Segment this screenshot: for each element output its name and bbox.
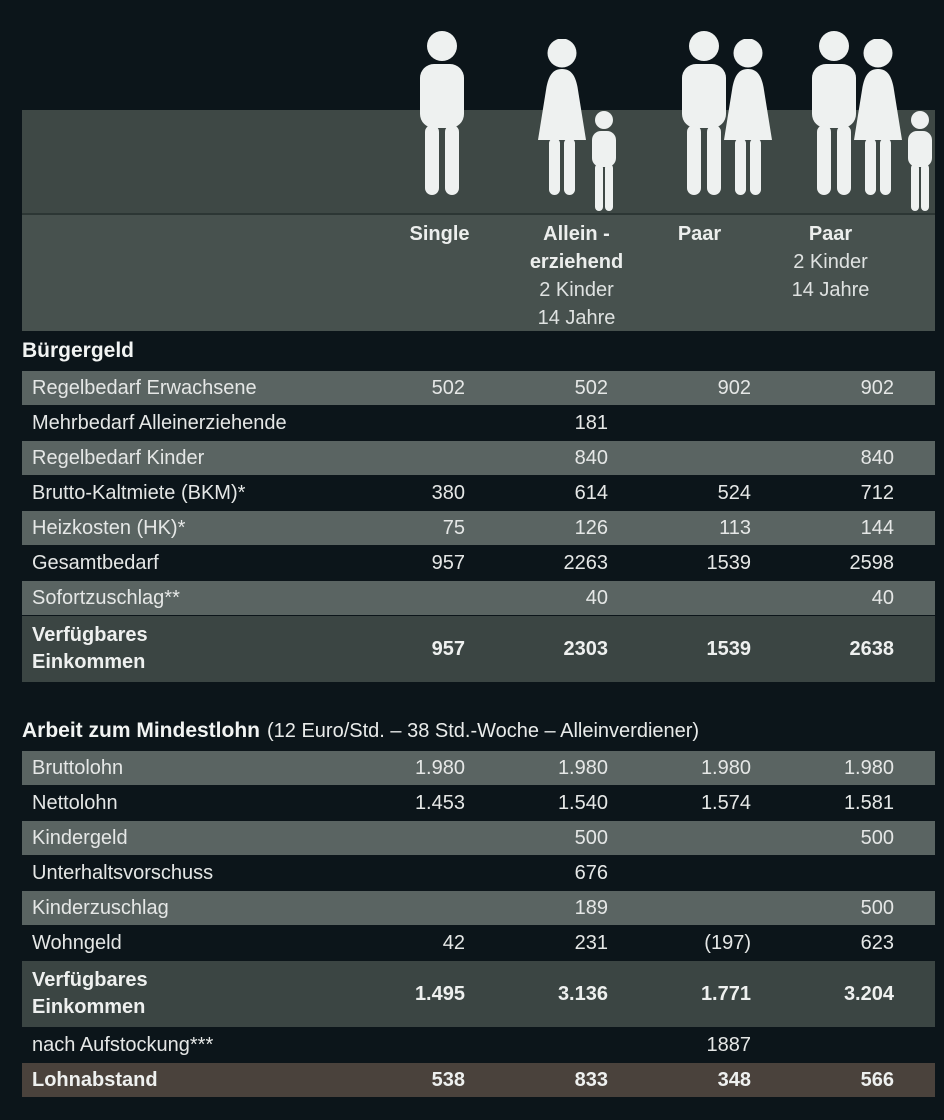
woman-silhouette [719,39,777,195]
value-cell: 500 [860,896,894,919]
value-cell: 1539 [706,637,751,660]
value-cell: 1.980 [557,756,608,779]
value-cell: 1.980 [843,756,894,779]
column-subline: 2 Kinder [539,279,614,301]
table-row [22,441,935,475]
value-cell: 113 [719,516,751,539]
comparison-table [22,110,935,1098]
value-cell: 1.980 [700,756,751,779]
section-title-text: Bürgergeld [22,339,135,362]
column-name: Allein - [543,223,610,245]
value-cell: 1.495 [414,982,465,1005]
value-cell: 2598 [849,551,894,574]
row-label: Bruttolohn [32,756,124,779]
value-cell: 1.771 [700,982,751,1005]
single-person-icon [370,31,513,195]
child-silhouette [903,111,937,211]
value-cell: 524 [717,481,751,504]
woman-silhouette [849,39,907,195]
section [22,711,935,1097]
row-label: Unterhaltsvorschuss [32,861,214,884]
value-cell: 712 [860,481,894,504]
value-cell: 2303 [563,637,608,660]
value-cell: 231 [574,931,608,954]
value-cell: (197) [704,931,751,954]
couple-with-child-icon [799,31,942,195]
value-cell: 380 [431,481,465,504]
value-cell: 189 [574,896,608,919]
table-row [22,546,935,580]
table-row [22,786,935,820]
value-cell: 902 [860,376,894,399]
column-subline: 2 Kinder [793,251,868,273]
column-name: erziehend [529,251,624,273]
row-label: Lohnabstand [32,1068,158,1091]
couple-icon [654,31,797,195]
value-cell: 40 [585,586,608,609]
value-cell: 623 [860,931,894,954]
column-name: Paar [808,223,853,245]
value-cell: 1.574 [700,791,751,814]
section-title-text: Arbeit zum Mindestlohn [22,719,260,742]
table-row [22,821,935,855]
row-label: Regelbedarf Erwachsene [32,376,257,399]
row-label: Kinderzuschlag [32,896,169,919]
headers-spacer [32,214,322,332]
column-subline: 14 Jahre [537,307,616,329]
value-cell: 833 [574,1068,608,1091]
row-label: Gesamtbedarf [32,551,159,574]
value-cell: 902 [717,376,751,399]
row-label: Wohngeld [32,931,122,954]
table-row [22,371,935,405]
column-header [505,214,648,332]
value-cell: 75 [442,516,465,539]
value-cell: 500 [574,826,608,849]
value-cell: 1.540 [557,791,608,814]
row-label: Sofortzuschlag** [32,586,180,609]
column-name: Paar [677,223,722,245]
value-cell: 957 [431,551,465,574]
value-cell: 500 [860,826,894,849]
table-row [22,511,935,545]
woman-silhouette [533,39,591,195]
column-header [368,214,511,332]
section-title [22,711,935,751]
value-cell: 3.136 [557,982,608,1005]
row-label-line: Verfügbares [32,624,148,646]
value-cell: 40 [871,586,894,609]
section [22,331,935,682]
value-cell: 566 [860,1068,894,1091]
column-header [628,214,771,332]
value-cell: 840 [574,446,608,469]
couple-with-child-icon-group [805,31,937,195]
row-label-line: Verfügbares [32,969,148,991]
row-label [32,619,322,679]
value-cell: 126 [574,516,608,539]
value-cell: 2263 [563,551,608,574]
section-title [22,331,935,371]
single-person-icon-group [413,31,471,195]
section-title-suffix: (12 Euro/Std. – 38 Std.-Woche – Alleinverdiener) [267,719,700,742]
value-cell: 348 [717,1068,751,1091]
household-icons-row [22,31,935,195]
row-label-line: Einkommen [32,996,146,1018]
table-row [22,961,935,1027]
value-cell: 502 [574,376,608,399]
value-cell: 181 [574,411,608,434]
value-cell: 957 [431,637,465,660]
table-row [22,406,935,440]
child-silhouette [587,111,621,211]
row-label: Mehrbedarf Alleinerziehende [32,411,287,434]
table-row [22,476,935,510]
column-subline: 14 Jahre [791,279,870,301]
single-parent-icon-group [533,39,621,195]
row-label-line: Einkommen [32,651,146,673]
row-label [32,964,322,1024]
man-silhouette [413,31,471,195]
value-cell: 676 [574,861,608,884]
table-row [22,891,935,925]
table-row [22,1063,935,1097]
table-body [22,331,935,1097]
single-parent-icon [505,39,648,195]
value-cell: 840 [860,446,894,469]
table-header [22,110,935,331]
value-cell: 2638 [849,637,894,660]
value-cell: 538 [431,1068,465,1091]
column-header [759,214,902,332]
value-cell: 1.453 [414,791,465,814]
column-name: Single [409,223,470,245]
table-row [22,616,935,682]
couple-icon-group [675,31,777,195]
table-row [22,581,935,615]
row-label: Kindergeld [32,826,128,849]
row-label: Heizkosten (HK)* [32,516,186,539]
value-cell: 1539 [706,551,751,574]
table-row [22,856,935,890]
table-row [22,926,935,960]
table-row [22,751,935,785]
table-row [22,1028,935,1062]
row-label: nach Aufstockung*** [32,1033,214,1056]
value-cell: 42 [442,931,465,954]
value-cell: 614 [574,481,608,504]
value-cell: 1887 [706,1033,751,1056]
row-label: Regelbedarf Kinder [32,446,205,469]
value-cell: 502 [431,376,465,399]
row-label: Brutto-Kaltmiete (BKM)* [32,481,246,504]
value-cell: 1.581 [843,791,894,814]
column-headers-row [22,214,935,331]
value-cell: 1.980 [414,756,465,779]
row-label: Nettolohn [32,791,118,814]
value-cell: 3.204 [843,982,894,1005]
value-cell: 144 [860,516,894,539]
